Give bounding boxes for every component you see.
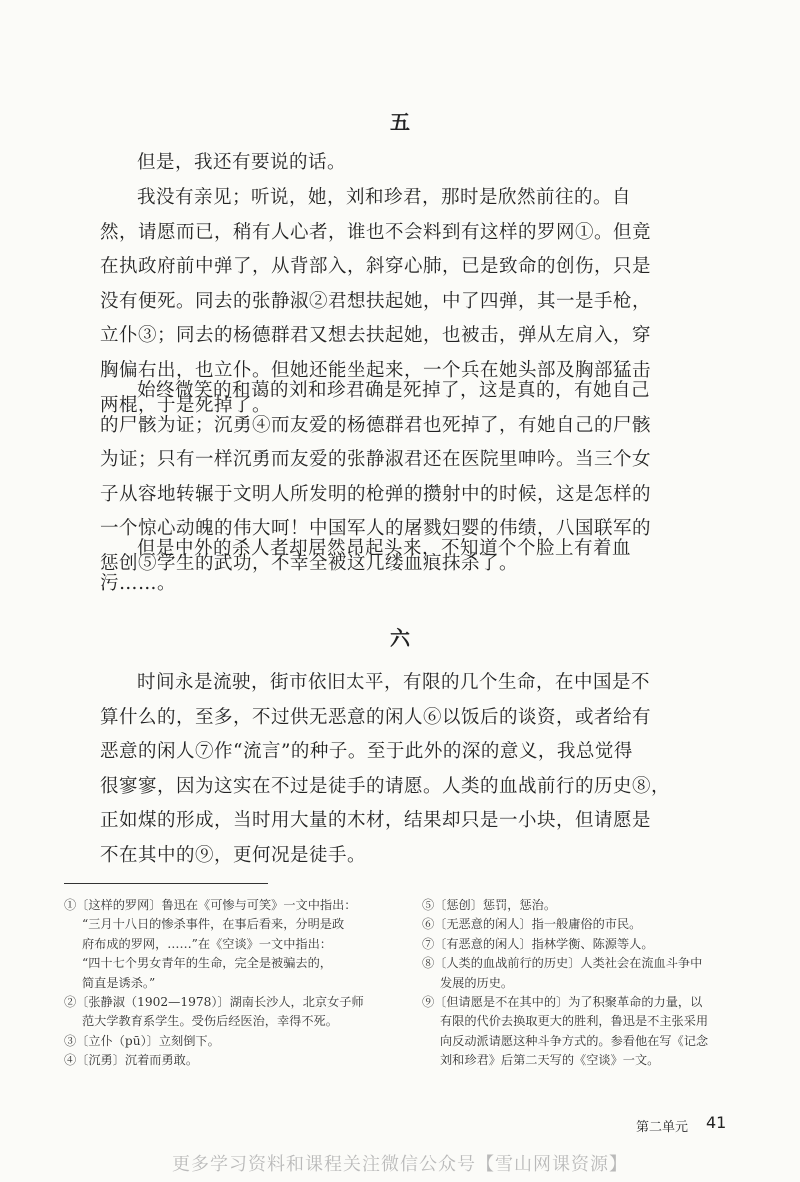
section-6-title: 六 [390,626,410,650]
text-line: 始终微笑的和蔼的刘和珍君确是死掉了，这是真的，有她自己 [137,380,651,401]
footnote-line: 有限的代价去换取更大的胜利，鲁迅是不主张采用 [440,1014,709,1029]
footnote-line: 范大学教育系学生。受伤后经医治，幸得不死。 [82,1014,338,1029]
footnote-line: 简直是诱杀。” [82,975,156,990]
text-line: 的尸骸为证；沉勇④而友爱的杨德群君也死掉了，有她自己的尸骸 [100,414,652,436]
footnotes-right-column [422,896,762,1071]
text-line: 为证；只有一样沉勇而友爱的张静淑君还在医院里呻吟。当三个女 [100,449,652,471]
footnote-line: “四十七个男女青年的生命，完全是被骗去的， [82,956,332,971]
text-line: 但是，我还有要说的话。 [137,152,347,173]
footnote [64,1051,394,1070]
footnotes-left-column [64,896,394,1071]
text-line: 两棍，于是死掉了。 [100,394,272,416]
section-5-title: 五 [390,110,410,134]
footnote-line: 发展的历史。 [440,975,514,990]
text-line: 不在其中的⑨，更何况是徒手。 [100,844,367,866]
text-line: 立仆③；同去的杨德群君又想去扶起她，也被击，弹从左肩入，穿 [100,325,652,347]
footnote [64,896,394,993]
footnote [422,993,762,1071]
footnote-line: ⑥〔无恶意的闲人〕指一般庸俗的市民。 [422,917,642,932]
unit-label: 第二单元 [636,1120,689,1135]
watermark-text: 更多学习资料和课程关注微信公众号【雪山网课资源】 [172,1154,628,1175]
text-line: 恶意的闲人⑦作“流言”的种子。至于此外的深的意义，我总觉得 [100,741,633,763]
text-line: 很寥寥，因为这实在不过是徒手的请愿。人类的血战前行的历史⑧， [100,775,671,797]
text-line: 惩创⑤学生的武功，不幸全被这几缕血痕抹杀了。 [100,552,519,574]
footnote [64,993,394,1032]
text-line: 子从容地转辗于文明人所发明的枪弹的攒射中的时候，这是怎样的 [100,483,652,505]
text-line: 我没有亲见；听说，她，刘和珍君，那时是欣然前往的。自 [137,187,632,208]
footnote [64,1032,394,1051]
text-line: 算什么的，至多，不过供无恶意的闲人⑥以饭后的谈资，或者给有 [100,706,652,728]
footnote-line: ⑦〔有恶意的闲人〕指林学衡、陈源等人。 [422,936,654,951]
footnote [422,935,762,954]
footnote-line: ⑨〔但请愿是不在其中的〕为了积聚革命的力量，以 [422,994,703,1009]
footnote-line: “三月十八日的惨杀事件，在事后看来，分明是政 [82,917,345,932]
text-line: 然，请愿而已，稍有人心者，谁也不会料到有这样的罗网①。但竟 [100,221,652,243]
text-line: 时间永是流驶，街市依旧太平，有限的几个生命，在中国是不 [137,672,651,693]
text-line: 一个惊心动魄的伟大呵！中国军人的屠戮妇婴的伟绩，八国联军的 [100,518,652,540]
footnote-line: 向反动派请愿这种斗争方式的。参看他在写《记念 [440,1033,709,1048]
footnote [422,915,762,934]
footnote-line: ①〔这样的罗网〕鲁迅在《可惨与可笑》一文中指出： [64,898,357,912]
footnote-line: 府布成的罗网，……”在《空谈》一文中指出： [82,936,332,951]
text-line: 胸偏右出，也立仆。但她还能坐起来，一个兵在她头部及胸部猛击 [100,359,652,381]
text-line: 没有便死。同去的张静淑②君想扶起她，中了四弹，其一是手枪， [100,290,652,312]
footnote-line: 刘和珍君》后第二天写的《空谈》一文。 [440,1053,660,1068]
footnote-line: ④〔沉勇〕沉着而勇敢。 [64,1053,199,1068]
paragraph [100,666,671,874]
footnote-divider [64,883,268,884]
text-line: 但是中外的杀人者却居然昂起头来，不知道个个脸上有着血 [137,538,632,559]
footnote-line: ⑧〔人类的血战前行的历史〕人类社会在流血斗争中 [422,956,703,971]
paragraph [100,146,640,181]
text-line: 污……。 [100,572,177,594]
footnote-line: ②〔张静淑（1902—1978）〕湖南长沙人，北京女子师 [64,994,364,1009]
text-line: 在执政府前中弹了，从背部入，斜穿心肺，已是致命的创伤，只是 [100,256,652,278]
text-line: 正如煤的形成，当时用大量的木材，结果却只是一小块，但请愿是 [100,810,652,832]
page-number: 41 [706,1113,727,1132]
footnote [422,954,762,993]
footnote-line: ⑤〔惩创〕惩罚，惩治。 [422,898,557,912]
footnote [422,896,762,915]
paragraph [100,532,640,601]
footnote-line: ③〔立仆（pū）〕立刻倒下。 [64,1033,220,1048]
